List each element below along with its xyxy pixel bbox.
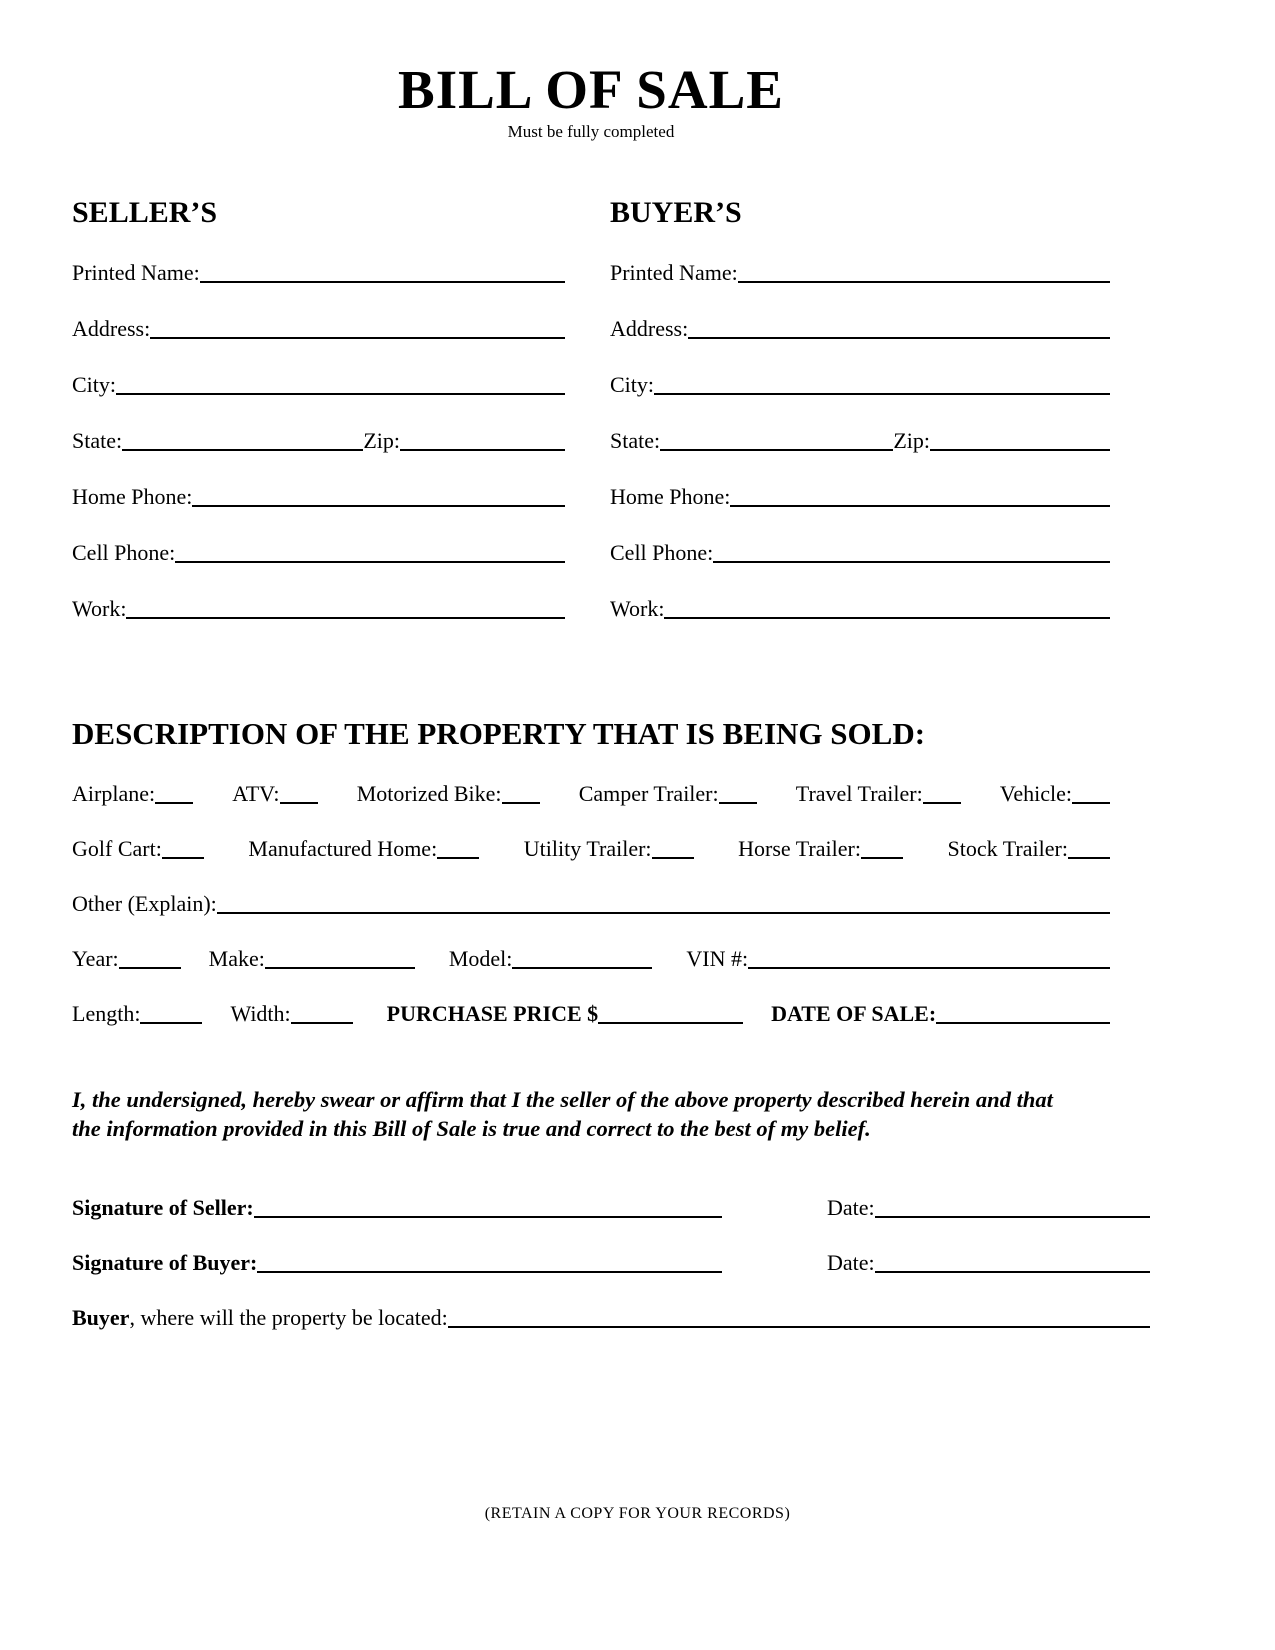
property-type-motorized-bike-label: Motorized Bike:	[356, 780, 502, 806]
property-type-vehicle-label: Vehicle:	[999, 780, 1072, 806]
seller-signature-date-field[interactable]	[875, 1216, 1150, 1218]
seller-city-label: City:	[72, 372, 117, 397]
buyer-cell-phone-label: Cell Phone:	[610, 540, 714, 565]
purchase-price-label: PURCHASE PRICE $	[386, 1000, 599, 1026]
property-description-heading: DESCRIPTION OF THE PROPERTY THAT IS BEING SOLD:	[72, 716, 926, 751]
property-size-price-date-row	[72, 997, 1110, 1027]
property-type-horse-trailer-field[interactable]	[861, 857, 903, 859]
seller-printed-name-row	[72, 258, 565, 286]
form-content	[72, 0, 1110, 1331]
property-type-utility-trailer-field[interactable]	[652, 857, 694, 859]
property-type-vehicle-field[interactable]	[1072, 802, 1110, 804]
buyer-signature-field[interactable]	[257, 1271, 722, 1273]
property-type-manufactured-home-label: Manufactured Home:	[248, 835, 438, 861]
buyer-home-phone-label: Home Phone:	[610, 484, 731, 509]
form-subtitle: Must be fully completed	[507, 121, 675, 141]
property-type-travel-trailer-label: Travel Trailer:	[795, 780, 923, 806]
seller-state-field[interactable]	[122, 449, 363, 451]
affirmation-line-1: I, the undersigned, hereby swear or affirm that I the seller of the above property described herein and that	[72, 1086, 1053, 1112]
seller-home-phone-row	[72, 482, 565, 510]
parties-section	[72, 196, 1110, 623]
property-make-label: Make:	[208, 945, 265, 971]
buyer-heading: BUYER’S	[610, 195, 742, 229]
seller-state-zip-row	[72, 426, 565, 454]
buyer-signature-date-field[interactable]	[875, 1271, 1150, 1273]
property-type-utility-trailer-label: Utility Trailer:	[523, 835, 652, 861]
seller-signature-field[interactable]	[254, 1216, 722, 1218]
buyer-signature-row	[72, 1246, 1110, 1276]
property-model-field[interactable]	[512, 967, 652, 969]
seller-zip-field[interactable]	[400, 449, 565, 451]
property-type-atv-label: ATV:	[232, 780, 280, 806]
property-type-atv-field[interactable]	[280, 802, 318, 804]
seller-work-field[interactable]	[126, 617, 565, 619]
property-year-label: Year:	[72, 945, 119, 971]
buyer-work-label: Work:	[610, 596, 665, 621]
property-make-field[interactable]	[265, 967, 415, 969]
form-title: BILL OF SALE	[398, 59, 784, 120]
buyer-address-field[interactable]	[688, 337, 1110, 339]
retain-copy-note: (RETAIN A COPY FOR YOUR RECORDS)	[484, 1505, 791, 1522]
buyer-signature-date-label: Date:	[827, 1250, 875, 1276]
buyer-state-zip-row	[610, 426, 1110, 454]
buyer-cell-phone-row	[610, 538, 1110, 566]
buyer-cell-phone-field[interactable]	[713, 561, 1110, 563]
property-type-motorized-bike-field[interactable]	[502, 802, 540, 804]
seller-address-field[interactable]	[150, 337, 565, 339]
buyer-home-phone-field[interactable]	[730, 505, 1110, 507]
buyer-city-label: City:	[610, 372, 655, 397]
buyer-signature-label: Signature of Buyer:	[72, 1250, 258, 1276]
seller-column	[72, 196, 565, 623]
property-year-make-model-vin-row	[72, 942, 1110, 972]
property-other-row	[72, 887, 1110, 917]
property-width-field[interactable]	[291, 1022, 353, 1024]
buyer-work-field[interactable]	[664, 617, 1110, 619]
property-type-airplane-label: Airplane:	[72, 780, 156, 806]
date-of-sale-label: DATE OF SALE:	[771, 1000, 937, 1026]
property-location-buyer-word: Buyer	[72, 1305, 130, 1331]
buyer-city-row	[610, 370, 1110, 398]
seller-signature-label: Signature of Seller:	[72, 1195, 254, 1221]
buyer-home-phone-row	[610, 482, 1110, 510]
buyer-state-label: State:	[610, 428, 661, 453]
affirmation-statement	[72, 1085, 1110, 1144]
seller-address-label: Address:	[72, 316, 151, 341]
seller-cell-phone-row	[72, 538, 565, 566]
affirmation-line-2: the information provided in this Bill of Sale is true and correct to the best of my belief.	[72, 1115, 871, 1141]
property-type-travel-trailer-field[interactable]	[923, 802, 961, 804]
property-length-field[interactable]	[140, 1022, 202, 1024]
purchase-price-field[interactable]	[598, 1022, 743, 1024]
property-width-label: Width:	[230, 1000, 291, 1026]
buyer-printed-name-field[interactable]	[738, 281, 1110, 283]
property-other-field[interactable]	[217, 912, 1110, 914]
seller-home-phone-label: Home Phone:	[72, 484, 193, 509]
seller-work-row	[72, 594, 565, 622]
seller-zip-label: Zip:	[363, 428, 400, 453]
buyer-address-row	[610, 314, 1110, 342]
property-length-label: Length:	[72, 1000, 141, 1026]
property-other-label: Other (Explain):	[72, 890, 217, 916]
seller-printed-name-field[interactable]	[200, 281, 565, 283]
buyer-column	[610, 196, 1110, 623]
buyer-printed-name-label: Printed Name:	[610, 260, 738, 285]
property-model-label: Model:	[448, 945, 513, 971]
property-type-stock-trailer-label: Stock Trailer:	[947, 835, 1068, 861]
property-location-label: , where will the property be located:	[129, 1305, 448, 1331]
date-of-sale-field[interactable]	[936, 1022, 1110, 1024]
seller-signature-row	[72, 1191, 1110, 1221]
property-location-field[interactable]	[448, 1326, 1150, 1328]
property-vin-field[interactable]	[748, 967, 1110, 969]
seller-address-row	[72, 314, 565, 342]
property-type-airplane-field[interactable]	[155, 802, 193, 804]
property-vin-label: VIN #:	[686, 945, 749, 971]
seller-signature-date-label: Date:	[827, 1195, 875, 1221]
property-type-golf-cart-field[interactable]	[162, 857, 204, 859]
property-location-row	[72, 1301, 1150, 1331]
property-type-horse-trailer-label: Horse Trailer:	[738, 835, 861, 861]
buyer-state-field[interactable]	[660, 449, 893, 451]
property-type-camper-trailer-field[interactable]	[719, 802, 757, 804]
seller-cell-phone-label: Cell Phone:	[72, 540, 176, 565]
property-types-row-2	[72, 832, 1110, 862]
buyer-printed-name-row	[610, 258, 1110, 286]
property-year-field[interactable]	[119, 967, 181, 969]
buyer-zip-field[interactable]	[930, 449, 1110, 451]
seller-cell-phone-field[interactable]	[175, 561, 565, 563]
seller-state-label: State:	[72, 428, 123, 453]
buyer-zip-label: Zip:	[893, 428, 930, 453]
seller-work-label: Work:	[72, 596, 127, 621]
seller-city-row	[72, 370, 565, 398]
property-type-manufactured-home-field[interactable]	[437, 857, 479, 859]
property-type-camper-trailer-label: Camper Trailer:	[578, 780, 719, 806]
buyer-work-row	[610, 594, 1110, 622]
seller-home-phone-field[interactable]	[192, 505, 565, 507]
property-type-golf-cart-label: Golf Cart:	[72, 835, 162, 861]
property-type-stock-trailer-field[interactable]	[1068, 857, 1110, 859]
property-types-row-1	[72, 777, 1110, 807]
buyer-address-label: Address:	[610, 316, 689, 341]
seller-printed-name-label: Printed Name:	[72, 260, 200, 285]
seller-city-field[interactable]	[116, 393, 565, 395]
seller-heading: SELLER’S	[72, 195, 218, 229]
buyer-city-field[interactable]	[654, 393, 1110, 395]
